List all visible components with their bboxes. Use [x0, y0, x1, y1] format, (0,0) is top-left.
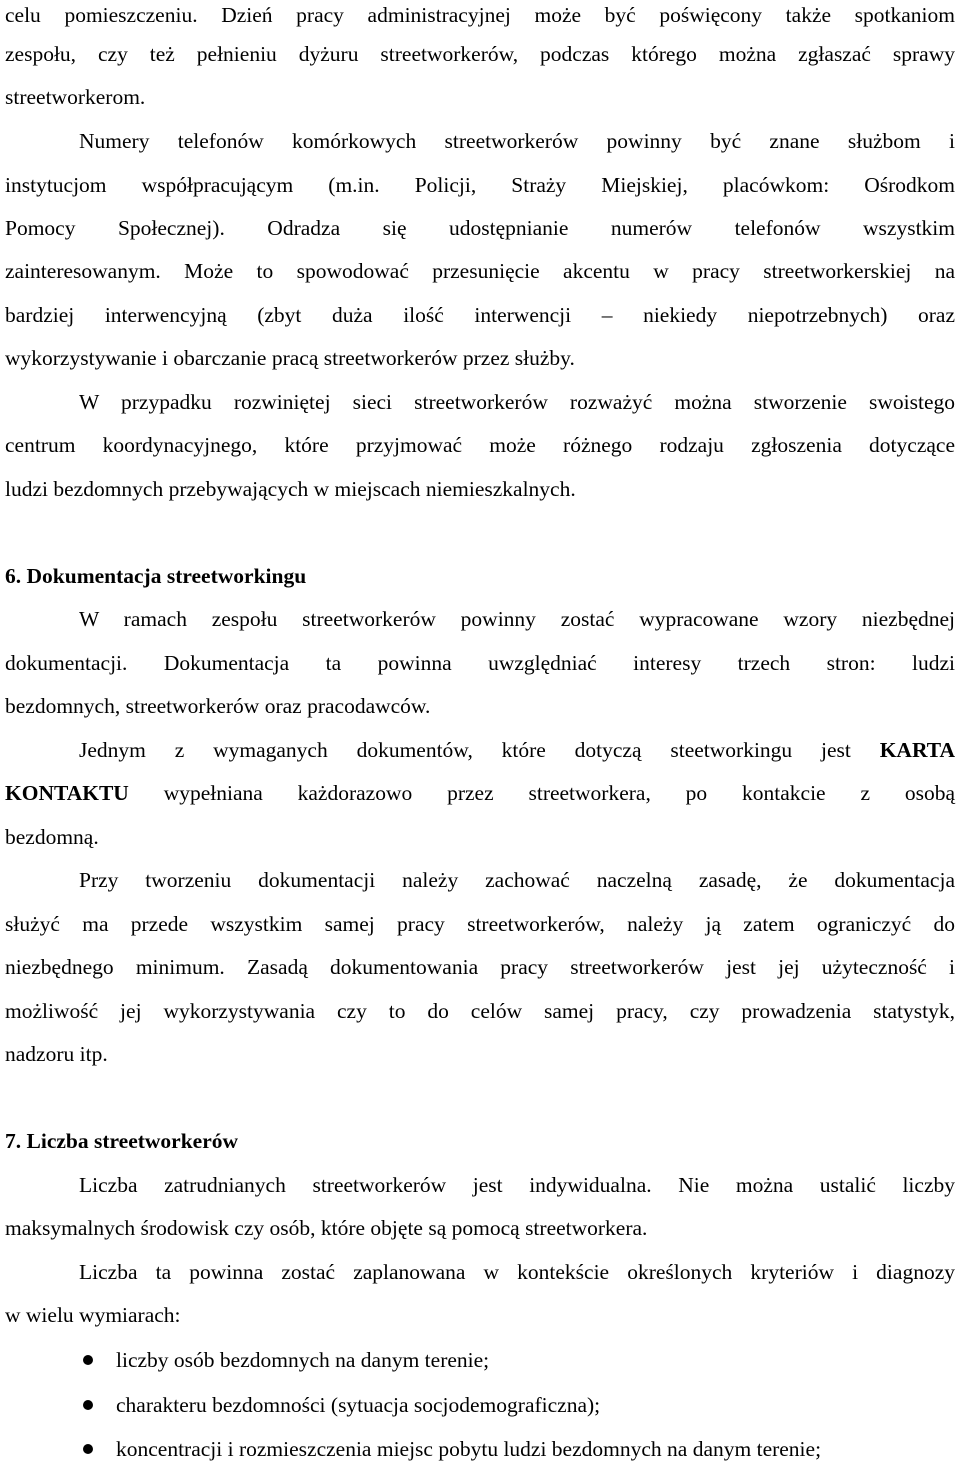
paragraph-line: instytucjom współpracującym (m.in. Policji, Straży Miejskiej, placówkom: Ośrodkom: [5, 173, 955, 197]
paragraph-line: W przypadku rozwiniętej sieci streetworkerów rozważyć można stworzenie swoistego: [79, 390, 955, 414]
paragraph-line: Pomocy Społecznej). Odradza się udostępnianie numerów telefonów wszystkim: [5, 216, 955, 240]
paragraph-line: Liczba zatrudnianych streetworkerów jest indywidualna. Nie można ustalić liczby: [79, 1173, 955, 1197]
text-span: wypełniana każdorazowo przez streetworkera, po kontakcie z osobą: [128, 781, 955, 805]
paragraph-line: wykorzystywanie i obarczanie pracą streetworkerów przez służby.: [5, 346, 575, 370]
paragraph-line: streetworkerom.: [5, 85, 146, 109]
paragraph-line: Przy tworzeniu dokumentacji należy zachować naczelną zasadę, że dokumentacja: [79, 868, 955, 892]
paragraph-line: w wielu wymiarach:: [5, 1303, 181, 1327]
paragraph-line: [5, 735, 955, 765]
paragraph-line: Liczba ta powinna zostać zaplanowana w kontekście określonych kryteriów i diagnozy: [79, 1260, 955, 1284]
paragraph-line: nadzoru itp.: [5, 1042, 108, 1066]
paragraph-line: celu pomieszczeniu. Dzień pracy administracyjnej może być poświęcony także spotkaniom: [5, 3, 955, 27]
paragraph-line: centrum koordynacyjnego, które przyjmować może różnego rodzaju zgłoszenia dotyczące: [5, 433, 955, 457]
bold-term: KONTAKTU: [5, 781, 129, 805]
section-heading: 6. Dokumentacja streetworkingu: [5, 564, 307, 588]
list-item: charakteru bezdomności (sytuacja socjodemograficzna);: [116, 1393, 601, 1417]
list-item: liczby osób bezdomnych na danym terenie;: [116, 1348, 490, 1372]
paragraph-line: [5, 778, 955, 808]
paragraph-line: zespołu, czy też pełnieniu dyżuru streetworkerów, podczas którego można zgłaszać sprawy: [5, 42, 955, 66]
paragraph-line: maksymalnych środowisk czy osób, które objęte są pomocą streetworkera.: [5, 1216, 648, 1240]
bullet-icon: [83, 1355, 93, 1365]
paragraph-line: bezdomnych, streetworkerów oraz pracodawców.: [5, 694, 431, 718]
text-span: Jednym z wymaganych dokumentów, które dotyczą steetworkingu jest: [79, 738, 880, 762]
paragraph-line: dokumentacji. Dokumentacja ta powinna uwzględniać interesy trzech stron: ludzi: [5, 651, 955, 675]
paragraph-line: zainteresowanym. Może to spowodować przesunięcie akcentu w pracy streetworkerskiej na: [5, 259, 955, 283]
bold-term: KARTA: [879, 738, 955, 762]
paragraph-line: ludzi bezdomnych przebywających w miejscach niemieszkalnych.: [5, 477, 576, 501]
paragraph-line: W ramach zespołu streetworkerów powinny zostać wypracowane wzory niezbędnej: [79, 607, 955, 631]
paragraph-line: możliwość jej wykorzystywania czy to do celów samej pracy, czy prowadzenia statystyk,: [5, 999, 955, 1023]
paragraph-line: Numery telefonów komórkowych streetworkerów powinny być znane służbom i: [79, 129, 955, 153]
bullet-icon: [83, 1400, 93, 1410]
paragraph-line: bardziej interwencyjną (zbyt duża ilość interwencji – niekiedy niepotrzebnych) oraz: [5, 303, 955, 327]
section-heading: 7. Liczba streetworkerów: [5, 1129, 239, 1153]
paragraph-line: służyć ma przede wszystkim samej pracy streetworkerów, należy ją zatem ograniczyć do: [5, 912, 955, 936]
list-item: koncentracji i rozmieszczenia miejsc pobytu ludzi bezdomnych na danym terenie;: [116, 1437, 822, 1461]
paragraph-line: niezbędnego minimum. Zasadą dokumentowania pracy streetworkerów jest jej użyteczność i: [5, 955, 955, 979]
paragraph-line: bezdomną.: [5, 825, 99, 849]
bullet-icon: [83, 1444, 93, 1454]
